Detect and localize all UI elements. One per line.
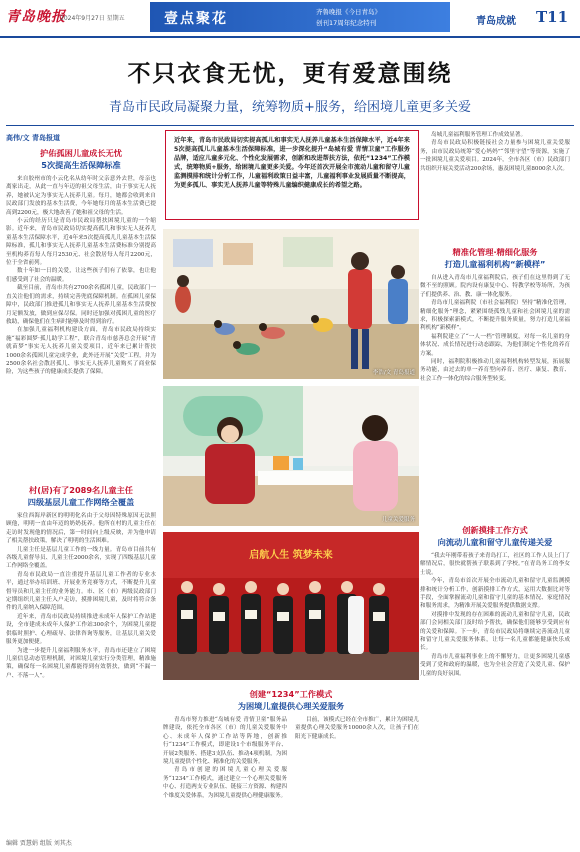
photo-2-caption: 儿童关爱服务: [381, 517, 415, 523]
photo-children-activity: [163, 229, 419, 379]
mid-column-left: 青岛市努力推进“岛城有爱 青情卫童”服务品牌建设，依托全市各区（市）的儿童关爱服务中心、未成年人保护工作站等阵地，创新推行“1234”工作模式，即建设1个市级服务平台、开展2类服务、搭建3支队伍、推动4项机制，为困境儿童提供个性化、精准化的关爱服务。 青岛市创建的困境儿童心理关爱服务“1234”工作模式，通过建立一个心理关爱服务中心、打造两支专业队伍、链接三方资源、构建四个维度关爱体系，为困境儿童提供心理健康服务。: [163, 717, 287, 799]
photo-counseling-image: [163, 386, 419, 526]
right-column-part-1: 岛城儿童福利服务管理工作成效显著。 青岛市民政局积极链接社会力量参与困境儿童关爱服务，由市民政局统筹“爱心妈妈”“邻里守望”等资源，实施了一批困境儿童关爱项目。2024年，全市各区（市）民政部门共组织开展关爱活动200余场，惠及困境儿童8000余人次。: [420, 132, 570, 172]
paper-logo: 青岛晚报: [6, 9, 66, 25]
page-number: T11: [536, 8, 569, 26]
left-column-part-1: 来自胶州市的小云化名从幼年时父亲意外去世，母亲也离家出走，从此一直与年迈的祖父母生活，由于事实无人抚养，她被认定为事实无人抚养儿童。每月，她都会收到来自民政部门发放的基本生活费，今年她每月的基本生活费已提高到2200元，极大地改善了她和祖父母的生活。 小云的经历只是青岛市民政局帮扶困境儿童的一个缩影。近年来，青岛市民政局切实提高孤儿和事实无人抚养儿童基本生活保障水平，近4年来5次提高孤儿儿童基本生活保障标准，孤儿和事实无人抚养儿童基本生活费标准分别提高至机构养育每人每月2530元、社会散居每人每月2200元，位于全省前列。 数十年如一日的关爱，让这些孩子们有了依靠，也让他们感受到了社会的温暖。 截至目前，青岛市共有2700余名孤困儿童，民政部门一直关注他们的需求，持续完善兜底保障机制。在孤困儿童保障中，民政部门推进孤儿和事实无人抚养儿童基本生活费按月足额发放，做到应保尽保。同时还加强对孤困儿童的医疗救助，确保他们在生病时能够及时得到治疗。 在加强儿童福利机构建设方面，青岛市民政局持续实施“福彩圆梦·孤儿助学工程”，联合青岛市慈善总会开展“青就苗梦”事实无人抚养儿童关爱项目，近年来已累计帮扶1000余名孤困儿童完成学业，此外还开展“关爱”工程，并为2500余名社会散居孤儿、事实无人抚养儿童购买了商业保险，为这些孩子的健康成长提供了保障。: [6, 176, 156, 376]
banner-title: 壹点聚花: [164, 11, 228, 27]
left-column-part-2: 家住西海岸新区的明明化名由于父母因特殊原因无法照顾他，明明一直由年迈的奶奶抚养。他所在村的儿童主任在走访时发现他的情况后，第一时间向上级反映，并为他申请了相关帮扶政策，解决了明明的生活困难。 儿童主任是基层儿童工作的一线力量。青岛市目前共有各级儿童督导员、儿童主任2000余名，实现了四级基层儿童工作网络全覆盖。 青岛市民政局一直注重提升基层儿童工作者的专业水平，通过举办培训班、开展业务竞赛等方式，不断提升儿童督导员和儿童主任的业务能力。市、区（市）两级民政部门定期组织儿童主任入户走访，摸排困境儿童，及时将符合条件的儿童纳入保障范围。 近年来，青岛市民政局持续推进未成年人保护工作站建设，全市建成未成年人保护工作站300余个，为困境儿童提供临时照护、心理疏导、法律咨询等服务，让基层儿童关爱服务更加便捷。 为进一步提升儿童福利服务水平，青岛市还建立了困境儿童信息动态管理机制，对困境儿童实行分类管理，精准施策，确保每一名困境儿童都能得到有效帮扶，做到“不漏一户、不落一人”。: [6, 513, 156, 679]
dateline: 2024年9月27日 星期五: [60, 15, 125, 22]
right-column-part-2: 自从进入青岛市儿童福利院后，孩子们在这里得到了无微不至的照顾。院内设有康复中心、特教学校等场所，为孩子们提供养、治、教、康一体化服务。 青岛市儿童福利院（市社会福利院）坚持“精准化管理，精细化服务”理念，紧紧围绕孤残儿童和社会困境儿童的需求，积极探索新模式，不断提升服务质量，努力打造儿童福利机构“新模样”。 福利院建立了“一人一档”管理制度，对每一名儿童的身体状况、成长情况进行动态跟踪，为他们制定个性化的养育方案。 同时，福利院积极推动儿童福利机构转型发展，拓展服务功能，由过去的单一养育型向养育、医疗、康复、教育、社会工作一体化的综合服务型转变。: [420, 275, 570, 382]
page-headline: 不只衣食无忧，更有爱意围绕: [127, 60, 453, 87]
lead-paragraph: 近年来，青岛市民政局切实提高孤儿和事实无人抚养儿童基本生活保障水平，近4年来5次提高孤儿儿童基本生活保障标准，进一步深化提升“岛城有爱 青情卫童”工作服务品牌，适应儿童多元化、个性化发展需求，创新和改进帮扶方法，依托“1234”工作模式，统筹物质+服务，给困境儿童更多关爱。今年还首次开展全市流动儿童和留守儿童监测摸排和统计分析工作，儿童福利政策日益丰富，儿童福利事业发展质量不断提高，为更多孤儿、事实无人抚养儿童等特殊儿童编织健康成长的希望之路。: [174, 137, 410, 189]
photo-children-activity-image: [163, 229, 419, 379]
photo-1-caption: 李浩/文 青岛报道: [372, 370, 415, 376]
byline: 高伟/文 青岛报道: [6, 134, 60, 142]
banner-subtitle-1: 齐鲁晚报《今日青岛》: [316, 8, 381, 16]
right-column-part-3: “我去年刚带着孩子来青岛打工，社区的工作人员上门了解情况后，很快就帮孩子联系到了学校。”在青岛务工的李女士说。 今年，青岛市首次开展全市流动儿童和留守儿童监测摸排和统计分析工作，创新摸排工作方式，运用大数据比对等手段，全面掌握流动儿童和留守儿童的基本情况、家庭情况和服务需求，为精准开展关爱服务提供数据支撑。 对摸排中发现的存在困难的流动儿童和留守儿童，民政部门会同相关部门及时给予帮扶，确保他们能够享受到应有的关爱和保障。下一步，青岛市民政局将继续完善流动儿童和留守儿童关爱服务体系，让每一名儿童都能健康快乐成长。 青岛市儿童福利事业上的不懈努力，让更多困境儿童感受到了党和政府的温暖，也为全社会营造了关爱儿童、保护儿童的良好氛围。: [420, 553, 570, 677]
page-subheadline: 青岛市民政局凝聚力量，统筹物质+服务，给困境儿童更多关爱: [109, 100, 471, 115]
left-heading-1: 护佑孤困儿童成长无忧 5次提高生活保障标准: [40, 148, 122, 170]
photo-counseling: [163, 386, 419, 526]
banner-subtitle-2: 创刊17周年纪念特刊: [316, 19, 377, 27]
page-footer: 编辑 贾慧娟 组版 刘其杰: [6, 840, 72, 847]
right-heading-2: 创新摸排工作方式 向流动儿童和留守儿童传递关爱: [437, 525, 553, 547]
right-heading-1: 精准化管理·精细化服务 打造儿童福利机构“新模样”: [444, 247, 546, 269]
special-edition-banner: [150, 2, 450, 32]
mid-heading: 创建“1234”工作模式 为困境儿童提供心理关爱服务: [237, 689, 345, 711]
photo-3-banner-text: 启航人生 筑梦未来: [249, 550, 333, 561]
left-heading-2: 村(居)有了2089名儿童主任 四级基层儿童工作网络全覆盖: [27, 485, 135, 507]
lead-paragraph-box: [165, 130, 419, 220]
section-name: 青岛成就: [476, 16, 516, 27]
mid-column-right: 目前，该模式已经在全市推广，累计为困境儿童提供心理关爱服务10000余人次，让孩子们在阳光下健康成长。: [295, 717, 419, 740]
masthead: [0, 0, 580, 38]
divider: [6, 125, 574, 126]
photo-ceremony: [163, 532, 419, 680]
